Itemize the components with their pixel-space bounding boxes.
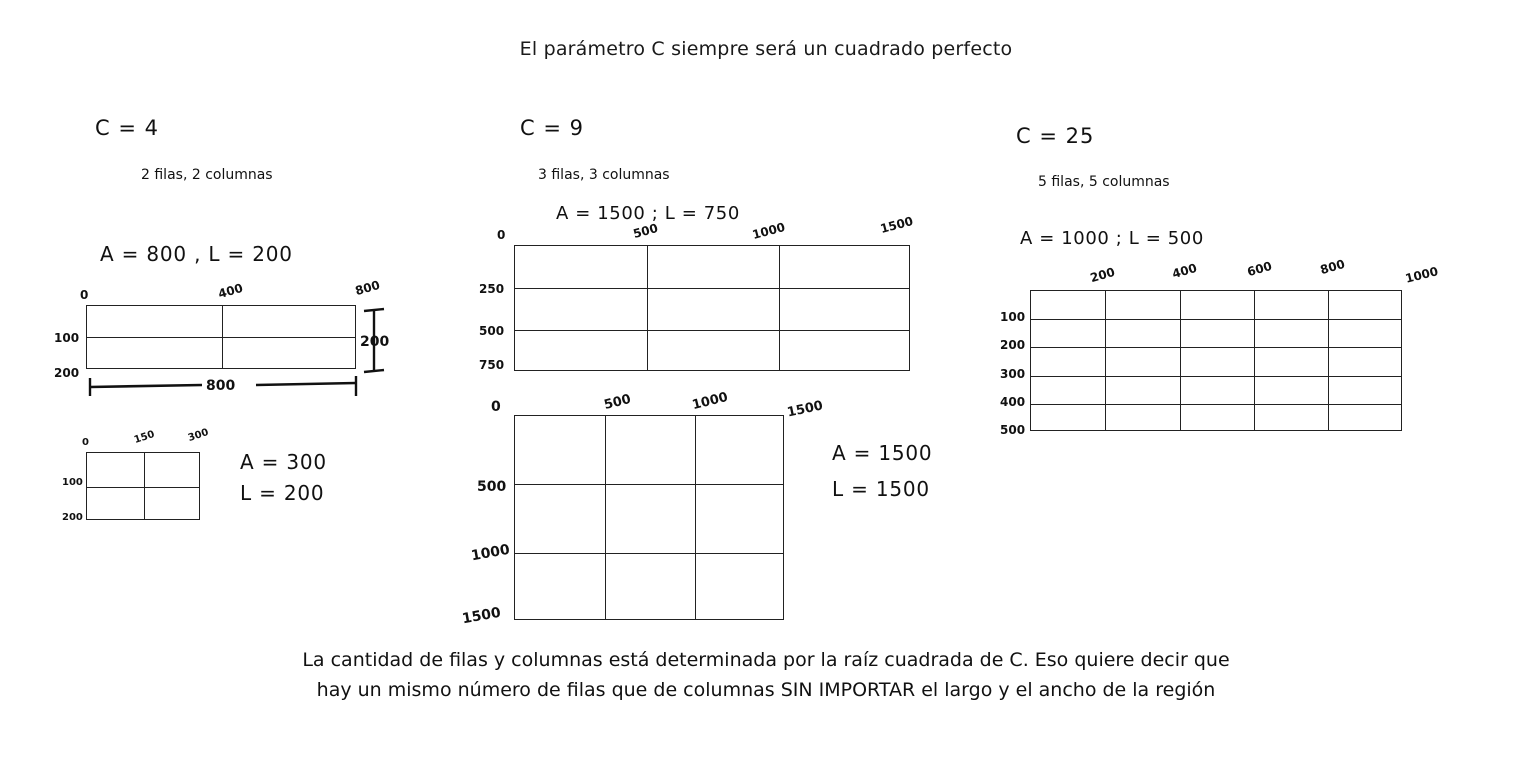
tick-x-300: 300 [186,427,211,444]
grid-line-horizontal [515,330,909,331]
tick-y-100: 100 [62,477,83,488]
tick-y-750: 750 [479,358,505,372]
tick-y-100: 100 [54,331,80,345]
grid-line-horizontal [1031,347,1401,348]
tick-x-1000: 1000 [690,389,730,414]
footer-note [0,645,1532,705]
height-annotation-label: 200 [360,334,390,350]
tick-x-1000: 1000 [1403,264,1440,286]
grid-line-horizontal [1031,376,1401,377]
grid-line-vertical [1105,291,1106,430]
grid-line-vertical [144,453,145,519]
tick-x-600: 600 [1245,258,1274,280]
grid-line-vertical [695,416,696,619]
tick-y-500: 500 [479,324,505,338]
tick-y-400: 400 [1000,395,1026,409]
footer-line-2: hay un mismo número de filas que de columnas SIN IMPORTAR el largo y el ancho de la región [316,679,1216,701]
width-annotation-label: 800 [206,378,236,394]
tick-y-1500: 1500 [460,604,503,628]
grid-c4-800x200 [86,305,356,369]
tick-x-0: 0 [82,437,89,448]
equation-c4-b-length: L = 200 [240,481,325,505]
tick-x-150: 150 [132,429,157,446]
tick-y-1000: 1000 [469,541,512,565]
section-dims-c9: 3 filas, 3 columnas [538,167,670,183]
grid-line-vertical [1180,291,1181,430]
section-dims-c4: 2 filas, 2 columnas [141,167,273,183]
grid-line-horizontal [87,337,355,338]
equation-c25: A = 1000 ; L = 500 [1020,228,1204,249]
tick-x-0: 0 [491,399,501,415]
grid-line-vertical [605,416,606,619]
equation-c4-b-area: A = 300 [240,450,327,474]
tick-y-200: 200 [1000,338,1026,352]
equation-c9-b-length: L = 1500 [832,477,930,501]
tick-x-0: 0 [497,228,506,242]
tick-y-100: 100 [1000,310,1026,324]
tick-x-800: 800 [353,277,382,299]
grid-c9-1500x750 [514,245,910,371]
grid-line-horizontal [515,288,909,289]
tick-x-500: 500 [602,391,633,414]
tick-y-250: 250 [479,282,505,296]
equation-c4-a: A = 800 , L = 200 [100,242,293,266]
tick-y-200: 200 [62,512,83,523]
grid-line-vertical [647,246,648,370]
tick-x-400: 400 [1170,260,1199,282]
tick-y-500: 500 [1000,423,1026,437]
grid-line-horizontal [1031,404,1401,405]
section-dims-c25: 5 filas, 5 columnas [1038,174,1170,190]
equation-c9-b-area: A = 1500 [832,441,933,465]
grid-c4-300x200 [86,452,200,520]
tick-x-200: 200 [1088,264,1117,286]
tick-x-1500: 1500 [785,398,825,421]
grid-line-horizontal [515,484,783,485]
grid-line-horizontal [515,553,783,554]
page-title: El parámetro C siempre será un cuadrado perfecto [519,38,1013,60]
tick-y-200: 200 [54,366,80,380]
section-label-c25: C = 25 [1016,124,1095,148]
grid-line-vertical [779,246,780,370]
tick-x-1000: 1000 [750,219,787,243]
grid-c9-1500x1500 [514,415,784,620]
grid-line-horizontal [87,487,199,488]
tick-x-1500: 1500 [878,213,915,237]
section-label-c4: C = 4 [95,116,159,140]
grid-line-vertical [1328,291,1329,430]
tick-x-400: 400 [216,280,245,302]
tick-x-0: 0 [80,288,89,302]
grid-c25-1000x500 [1030,290,1402,431]
tick-x-800: 800 [1318,256,1347,278]
section-label-c9: C = 9 [520,116,584,140]
tick-x-500: 500 [631,220,660,242]
equation-c9-a: A = 1500 ; L = 750 [556,203,740,224]
tick-y-500: 500 [477,479,507,495]
grid-line-horizontal [1031,319,1401,320]
tick-y-300: 300 [1000,367,1026,381]
grid-line-vertical [1254,291,1255,430]
footer-line-1: La cantidad de filas y columnas está determinada por la raíz cuadrada de C. Eso quiere decir que [302,649,1230,671]
